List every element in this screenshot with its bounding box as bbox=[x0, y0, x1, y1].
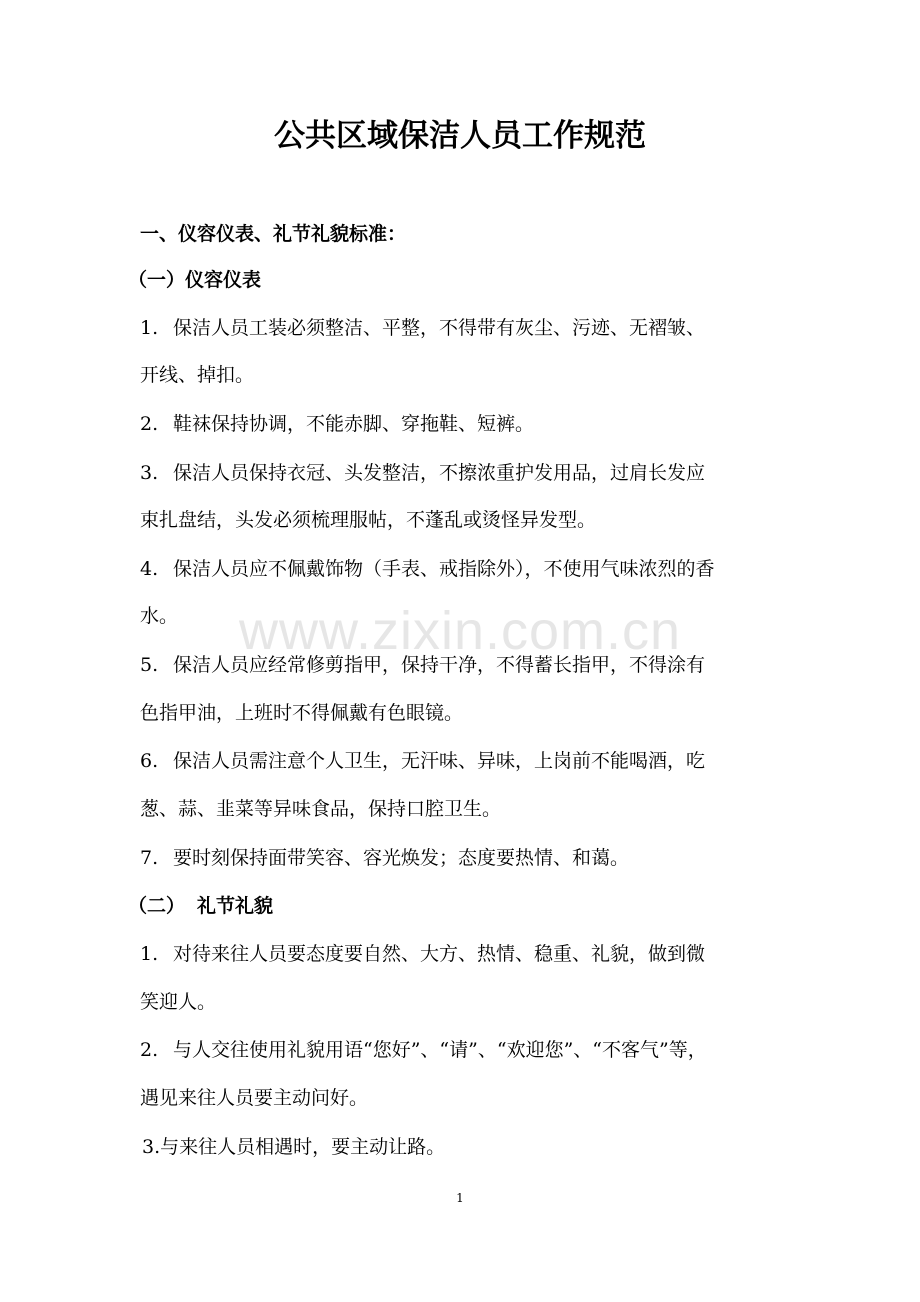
sub-heading-label: 礼节礼貌 bbox=[197, 895, 274, 917]
list-item-text bbox=[140, 1035, 707, 1065]
list-item-number: 6. bbox=[140, 750, 159, 772]
list-item-continuation: 水。 bbox=[140, 605, 179, 627]
sub-heading-label: 仪容仪表 bbox=[185, 269, 262, 291]
list-item-continuation: 葱、蒜、韭菜等异味食品，保持口腔卫生。 bbox=[140, 798, 502, 820]
list-item-continuation: 笑迎人。 bbox=[140, 991, 217, 1013]
list-item-number: 7. bbox=[140, 847, 159, 869]
list-item-continuation: 开线、掉扣。 bbox=[140, 364, 255, 386]
sub-heading-etiquette bbox=[128, 891, 273, 921]
list-item-content: 保洁人员应经常修剪指甲，保持干净，不得蓄长指甲，不得涂有 bbox=[173, 654, 706, 676]
list-item-text bbox=[140, 554, 715, 584]
list-item-number: 2. bbox=[140, 413, 159, 435]
list-item-content: 要时刻保持面带笑容、容光焕发；态度要热情、和蔼。 bbox=[173, 847, 630, 869]
list-item-number: 4. bbox=[140, 558, 159, 580]
list-item-text bbox=[140, 650, 705, 680]
list-item-text bbox=[140, 458, 705, 488]
list-item-content: 与人交往使用礼貌用语“您好”、“请”、“欢迎您”、“不客气”等， bbox=[173, 1039, 707, 1061]
list-item-content: 保洁人员工装必须整洁、平整，不得带有灰尘、污迹、无褶皱、 bbox=[173, 317, 706, 339]
list-item-text bbox=[140, 313, 705, 343]
list-item-text bbox=[140, 409, 534, 439]
list-item-text bbox=[140, 843, 629, 873]
watermark: www.zixin.com.cn bbox=[238, 601, 682, 661]
list-item-number: 3. bbox=[140, 462, 159, 484]
document-title: 公共区域保洁人员工作规范 bbox=[274, 118, 646, 154]
list-item-continuation: 束扎盘结，头发必须梳理服帖，不蓬乱或烫怪异发型。 bbox=[140, 509, 597, 531]
list-item-content: 保洁人员保持衣冠、头发整洁，不擦浓重护发用品，过肩长发应 bbox=[173, 462, 706, 484]
list-item-continuation: 色指甲油，上班时不得佩戴有色眼镜。 bbox=[140, 702, 464, 724]
list-item-number: 1. bbox=[140, 943, 159, 965]
list-item-number: 5. bbox=[140, 654, 159, 676]
list-item-content: 保洁人员应不佩戴饰物（手表、戒指除外），不使用气味浓烈的香 bbox=[173, 558, 715, 580]
page-number: 1 bbox=[456, 1191, 464, 1205]
list-item-text bbox=[140, 939, 705, 969]
list-item-number: 2. bbox=[140, 1039, 159, 1061]
list-item-content: 鞋袜保持协调，不能赤脚、穿拖鞋、短裤。 bbox=[173, 413, 535, 435]
list-item-number: 3. bbox=[142, 1136, 161, 1158]
sub-heading-appearance bbox=[128, 265, 261, 295]
list-item-continuation: 遇见来往人员要主动问好。 bbox=[140, 1087, 369, 1109]
sub-heading-prefix: （一） bbox=[128, 269, 186, 291]
list-item-content: 与来往人员相遇时，要主动让路。 bbox=[160, 1136, 446, 1158]
list-item-content: 保洁人员需注意个人卫生，无汗味、异味，上岗前不能喝酒，吃 bbox=[173, 750, 706, 772]
list-item-text bbox=[142, 1132, 445, 1162]
list-item-content: 对待来往人员要态度要自然、大方、热情、稳重、礼貌，做到微 bbox=[173, 943, 706, 965]
sub-heading-prefix: （二） bbox=[128, 895, 186, 917]
list-item-text bbox=[140, 746, 705, 776]
list-item-number: 1. bbox=[140, 317, 159, 339]
section-heading: 一、仪容仪表、礼节礼貌标准： bbox=[140, 223, 407, 245]
